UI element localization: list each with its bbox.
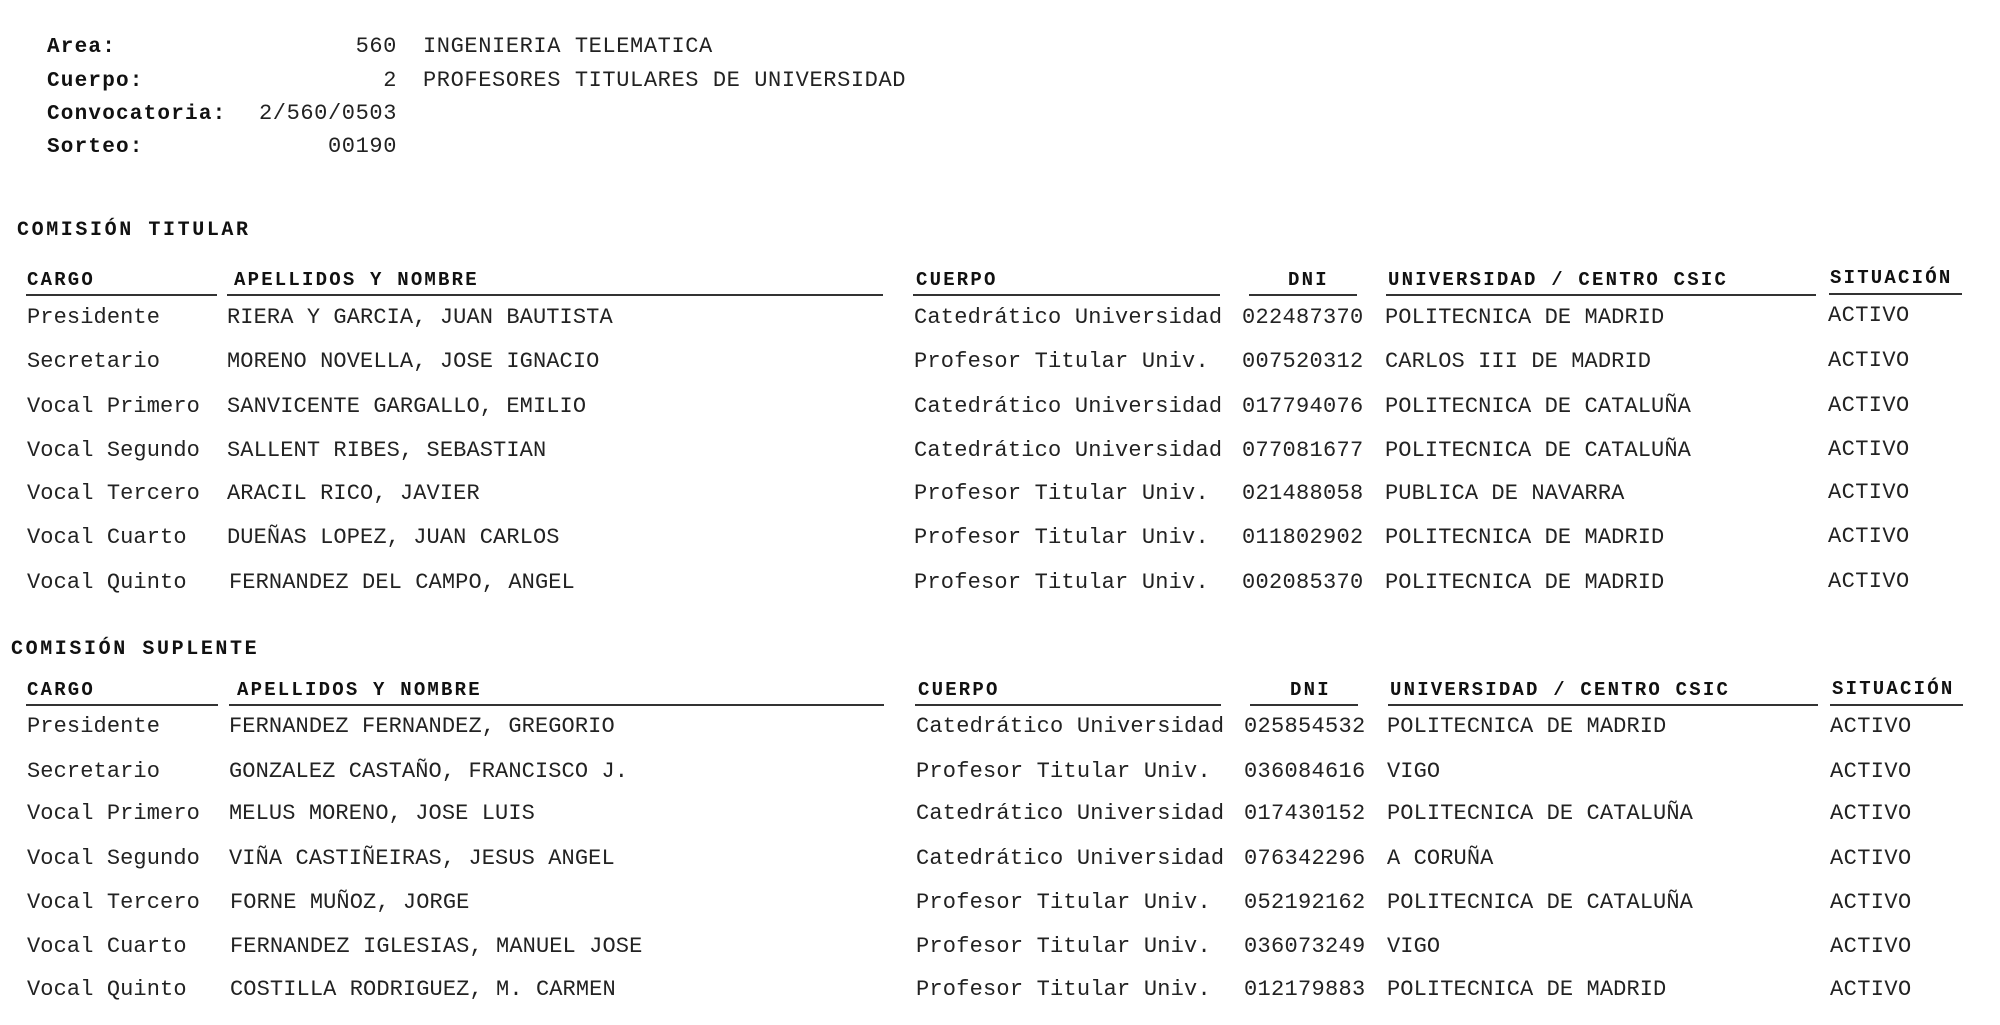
cuerpo-cell: Catedrático Universidad	[914, 305, 1223, 330]
nombre-cell: FERNANDEZ DEL CAMPO, ANGEL	[229, 570, 575, 595]
dni-cell: 017794076	[1242, 394, 1364, 419]
divider	[1250, 704, 1358, 706]
convocatoria-code: 2/560/0503	[258, 101, 397, 126]
cuerpo-cell: Catedrático Universidad	[916, 801, 1225, 826]
col-situacion: SITUACIÓN	[1830, 267, 1953, 289]
dni-cell: 036073249	[1244, 934, 1366, 959]
nombre-cell: VIÑA CASTIÑEIRAS, JESUS ANGEL	[229, 846, 615, 871]
nombre-cell: SALLENT RIBES, SEBASTIAN	[227, 438, 547, 463]
dni-cell: 076342296	[1244, 846, 1366, 871]
area-code: 560	[355, 34, 397, 59]
situacion-cell: ACTIVO	[1830, 934, 1912, 959]
situacion-cell: ACTIVO	[1828, 437, 1910, 462]
cargo-cell: Vocal Tercero	[27, 890, 200, 915]
divider	[227, 294, 883, 296]
nombre-cell: COSTILLA RODRIGUEZ, M. CARMEN	[230, 977, 616, 1002]
col-universidad: UNIVERSIDAD / CENTRO CSIC	[1390, 679, 1731, 701]
nombre-cell: MELUS MORENO, JOSE LUIS	[229, 801, 535, 826]
universidad-cell: POLITECNICA DE MADRID	[1385, 305, 1665, 330]
cargo-cell: Secretario	[27, 759, 161, 784]
situacion-cell: ACTIVO	[1830, 801, 1912, 826]
convocatoria-label: Convocatoria:	[47, 103, 227, 126]
situacion-cell: ACTIVO	[1828, 393, 1910, 418]
cargo-cell: Vocal Quinto	[27, 570, 187, 595]
section-title: COMISIÓN TITULAR	[17, 219, 251, 242]
cuerpo-cell: Catedrático Universidad	[914, 394, 1223, 419]
area-description: INGENIERIA TELEMATICA	[423, 34, 713, 59]
cargo-cell: Vocal Cuarto	[27, 934, 187, 959]
cuerpo-cell: Profesor Titular Univ.	[916, 934, 1211, 959]
dni-cell: 025854532	[1244, 714, 1366, 739]
col-cargo: CARGO	[27, 269, 96, 291]
universidad-cell: PUBLICA DE NAVARRA	[1385, 481, 1625, 506]
dni-cell: 052192162	[1244, 890, 1366, 915]
cuerpo-cell: Profesor Titular Univ.	[916, 977, 1211, 1002]
col-dni: DNI	[1288, 269, 1329, 291]
cuerpo-cell: Catedrático Universidad	[914, 438, 1223, 463]
cuerpo-label: Cuerpo:	[47, 70, 144, 93]
divider	[26, 704, 218, 706]
col-situacion: SITUACIÓN	[1832, 678, 1955, 700]
cargo-cell: Vocal Cuarto	[27, 525, 187, 550]
nombre-cell: SANVICENTE GARGALLO, EMILIO	[227, 394, 587, 419]
sorteo-label: Sorteo:	[47, 136, 144, 159]
situacion-cell: ACTIVO	[1830, 846, 1912, 871]
divider	[913, 294, 1220, 296]
cargo-cell: Presidente	[27, 305, 161, 330]
col-cuerpo: CUERPO	[916, 269, 998, 291]
divider	[26, 294, 217, 296]
situacion-cell: ACTIVO	[1830, 977, 1912, 1002]
nombre-cell: GONZALEZ CASTAÑO, FRANCISCO J.	[229, 759, 629, 784]
universidad-cell: POLITECNICA DE MADRID	[1387, 714, 1667, 739]
dni-cell: 077081677	[1242, 438, 1364, 463]
cargo-cell: Vocal Segundo	[27, 438, 200, 463]
col-cargo: CARGO	[27, 679, 96, 701]
dni-cell: 012179883	[1244, 977, 1366, 1002]
universidad-cell: CARLOS III DE MADRID	[1385, 349, 1652, 374]
universidad-cell: POLITECNICA DE CATALUÑA	[1385, 394, 1691, 419]
col-cuerpo: CUERPO	[918, 679, 1000, 701]
divider	[229, 704, 884, 706]
cuerpo-description: PROFESORES TITULARES DE UNIVERSIDAD	[423, 68, 907, 93]
dni-cell: 021488058	[1242, 481, 1364, 506]
cargo-cell: Vocal Tercero	[27, 481, 200, 506]
situacion-cell: ACTIVO	[1828, 303, 1910, 328]
dni-cell: 036084616	[1244, 759, 1366, 784]
universidad-cell: VIGO	[1387, 934, 1441, 959]
divider	[1249, 294, 1357, 296]
col-nombre: APELLIDOS Y NOMBRE	[237, 679, 482, 701]
nombre-cell: FORNE MUÑOZ, JORGE	[230, 890, 470, 915]
universidad-cell: VIGO	[1387, 759, 1441, 784]
divider	[1386, 294, 1816, 296]
situacion-cell: ACTIVO	[1828, 569, 1910, 594]
col-nombre: APELLIDOS Y NOMBRE	[234, 269, 479, 291]
situacion-cell: ACTIVO	[1830, 890, 1912, 915]
universidad-cell: POLITECNICA DE CATALUÑA	[1387, 890, 1693, 915]
cargo-cell: Vocal Primero	[27, 801, 200, 826]
cuerpo-code: 2	[383, 68, 397, 93]
cuerpo-cell: Profesor Titular Univ.	[914, 525, 1209, 550]
universidad-cell: POLITECNICA DE MADRID	[1385, 525, 1665, 550]
situacion-cell: ACTIVO	[1828, 524, 1910, 549]
nombre-cell: ARACIL RICO, JAVIER	[227, 481, 480, 506]
universidad-cell: POLITECNICA DE MADRID	[1385, 570, 1665, 595]
cuerpo-cell: Catedrático Universidad	[916, 714, 1225, 739]
universidad-cell: POLITECNICA DE MADRID	[1387, 977, 1667, 1002]
dni-cell: 017430152	[1244, 801, 1366, 826]
cargo-cell: Presidente	[27, 714, 161, 739]
dni-cell: 007520312	[1242, 349, 1364, 374]
cargo-cell: Vocal Quinto	[27, 977, 187, 1002]
universidad-cell: POLITECNICA DE CATALUÑA	[1387, 801, 1693, 826]
dni-cell: 022487370	[1242, 305, 1364, 330]
cuerpo-cell: Profesor Titular Univ.	[914, 349, 1209, 374]
dni-cell: 002085370	[1242, 570, 1364, 595]
universidad-cell: POLITECNICA DE CATALUÑA	[1385, 438, 1691, 463]
divider	[1388, 704, 1818, 706]
nombre-cell: RIERA Y GARCIA, JUAN BAUTISTA	[227, 305, 613, 330]
dni-cell: 011802902	[1242, 525, 1364, 550]
situacion-cell: ACTIVO	[1830, 759, 1912, 784]
area-label: Area:	[47, 36, 117, 59]
cuerpo-cell: Catedrático Universidad	[916, 846, 1225, 871]
sorteo-code: 00190	[327, 134, 397, 159]
section-title: COMISIÓN SUPLENTE	[11, 638, 260, 661]
divider	[1830, 704, 1963, 706]
situacion-cell: ACTIVO	[1828, 480, 1910, 505]
nombre-cell: DUEÑAS LOPEZ, JUAN CARLOS	[227, 525, 560, 550]
cargo-cell: Vocal Primero	[27, 394, 200, 419]
nombre-cell: FERNANDEZ IGLESIAS, MANUEL JOSE	[230, 934, 643, 959]
cargo-cell: Secretario	[27, 349, 161, 374]
cuerpo-cell: Profesor Titular Univ.	[914, 481, 1209, 506]
cuerpo-cell: Profesor Titular Univ.	[914, 570, 1209, 595]
nombre-cell: FERNANDEZ FERNANDEZ, GREGORIO	[229, 714, 615, 739]
universidad-cell: A CORUÑA	[1387, 846, 1494, 871]
situacion-cell: ACTIVO	[1828, 348, 1910, 373]
cuerpo-cell: Profesor Titular Univ.	[916, 759, 1211, 784]
divider	[1829, 293, 1962, 295]
col-universidad: UNIVERSIDAD / CENTRO CSIC	[1388, 269, 1729, 291]
divider	[915, 704, 1221, 706]
col-dni: DNI	[1290, 679, 1331, 701]
nombre-cell: MORENO NOVELLA, JOSE IGNACIO	[227, 349, 600, 374]
cuerpo-cell: Profesor Titular Univ.	[916, 890, 1211, 915]
situacion-cell: ACTIVO	[1830, 714, 1912, 739]
cargo-cell: Vocal Segundo	[27, 846, 200, 871]
